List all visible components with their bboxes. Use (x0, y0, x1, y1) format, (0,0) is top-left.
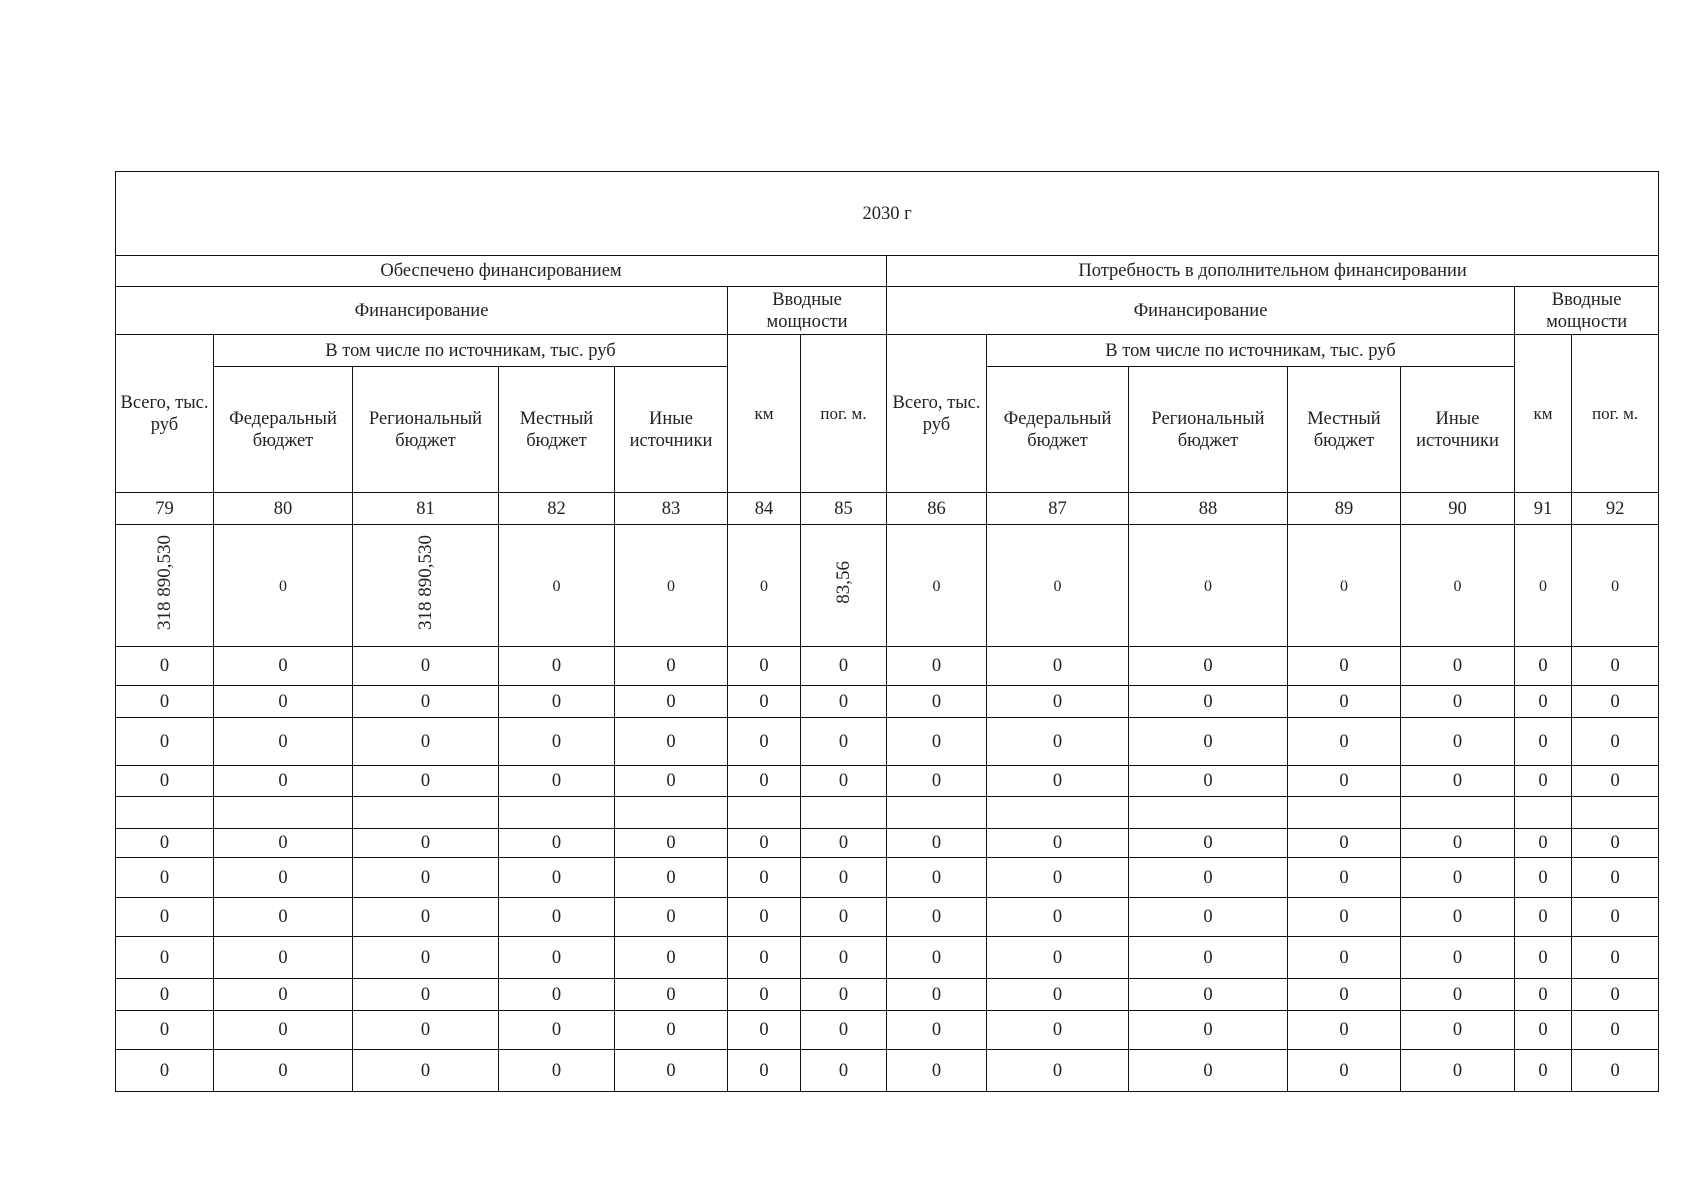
table-cell: 0 (987, 937, 1129, 979)
table-cell: 0 (499, 829, 615, 858)
table-cell: 0 (728, 525, 801, 647)
table-cell: 0 (1129, 1050, 1288, 1092)
table-cell: 0 (801, 1011, 887, 1050)
table-cell (499, 797, 615, 829)
total-column-header: Всего, тыс. руб (887, 335, 987, 493)
table-cell: 0 (801, 829, 887, 858)
table-cell (801, 525, 887, 647)
table-cell: 0 (987, 647, 1129, 686)
financing-header: Финансирование (887, 287, 1515, 335)
table-cell: 0 (116, 1050, 214, 1092)
column-number: 85 (801, 493, 887, 525)
table-cell: 0 (1572, 766, 1659, 797)
table-cell: 0 (1401, 937, 1515, 979)
table-cell: 0 (1401, 1050, 1515, 1092)
federal-column-header: Федеральный бюджет (987, 367, 1129, 493)
table-cell: 0 (615, 898, 728, 937)
table-cell: 0 (214, 1050, 353, 1092)
table-cell: 0 (1401, 1011, 1515, 1050)
table-cell: 0 (615, 858, 728, 898)
table-cell: 0 (887, 898, 987, 937)
table-cell: 0 (1288, 718, 1401, 766)
table-cell: 0 (1515, 858, 1572, 898)
column-number: 84 (728, 493, 801, 525)
table-cell: 0 (116, 686, 214, 718)
table-cell: 0 (214, 766, 353, 797)
financing-table (115, 171, 1659, 1092)
table-row (116, 1011, 1659, 1050)
table-cell: 0 (116, 718, 214, 766)
table-row (116, 718, 1659, 766)
table-cell: 0 (116, 858, 214, 898)
column-number: 89 (1288, 493, 1401, 525)
table-cell (1401, 797, 1515, 829)
table-cell: 0 (1129, 898, 1288, 937)
table-cell: 0 (615, 525, 728, 647)
table-cell: 0 (353, 766, 499, 797)
table-cell: 0 (801, 898, 887, 937)
table-cell: 0 (1401, 647, 1515, 686)
table-cell (116, 797, 214, 829)
table-cell: 0 (353, 937, 499, 979)
table-cell: 0 (987, 1050, 1129, 1092)
column-number: 90 (1401, 493, 1515, 525)
table-cell: 0 (987, 979, 1129, 1011)
table-cell: 0 (887, 647, 987, 686)
table-cell: 0 (1572, 858, 1659, 898)
table-cell: 0 (987, 525, 1129, 647)
table-cell: 0 (887, 718, 987, 766)
table-cell: 0 (615, 979, 728, 1011)
local-column-header: Местный бюджет (1288, 367, 1401, 493)
regional-column-header: Региональный бюджет (353, 367, 499, 493)
table-cell: 0 (801, 686, 887, 718)
table-cell: 0 (887, 1011, 987, 1050)
table-cell: 0 (887, 686, 987, 718)
table-cell: 0 (615, 1011, 728, 1050)
table-cell: 0 (353, 1011, 499, 1050)
table-cell: 0 (1288, 937, 1401, 979)
table-cell: 0 (214, 1011, 353, 1050)
table-cell: 0 (1572, 1011, 1659, 1050)
table-cell: 0 (499, 979, 615, 1011)
table-cell (728, 797, 801, 829)
table-cell: 0 (887, 979, 987, 1011)
table-cell: 0 (1288, 979, 1401, 1011)
table-cell: 0 (1515, 898, 1572, 937)
table-cell: 0 (801, 858, 887, 898)
table-cell: 0 (887, 858, 987, 898)
column-number: 88 (1129, 493, 1288, 525)
table-cell: 0 (615, 937, 728, 979)
table-cell: 0 (1129, 858, 1288, 898)
table-cell: 0 (353, 979, 499, 1011)
table-cell: 0 (887, 766, 987, 797)
table-cell: 0 (887, 937, 987, 979)
km-column-header: км (728, 335, 801, 493)
table-cell: 0 (987, 898, 1129, 937)
table-cell: 0 (615, 718, 728, 766)
table-cell: 0 (1515, 647, 1572, 686)
regional-value: 318 890,530 (414, 535, 436, 630)
table-row (116, 525, 1659, 647)
table-cell: 0 (1572, 937, 1659, 979)
table-cell: 0 (499, 937, 615, 979)
table-cell: 0 (1288, 898, 1401, 937)
table-cell: 0 (728, 718, 801, 766)
table-row (116, 647, 1659, 686)
table-cell: 0 (1288, 858, 1401, 898)
financing-header: Финансирование (116, 287, 728, 335)
table-cell: 0 (1515, 979, 1572, 1011)
table-cell (1572, 797, 1659, 829)
table-cell: 0 (1129, 647, 1288, 686)
table-cell: 0 (728, 979, 801, 1011)
table-cell: 0 (1129, 686, 1288, 718)
table-cell: 0 (1515, 937, 1572, 979)
table-cell: 0 (353, 718, 499, 766)
federal-column-header: Федеральный бюджет (214, 367, 353, 493)
table-cell: 0 (1572, 686, 1659, 718)
table-cell: 0 (728, 647, 801, 686)
table-cell: 0 (987, 829, 1129, 858)
table-cell: 0 (1401, 766, 1515, 797)
table-cell: 0 (987, 718, 1129, 766)
table-cell: 0 (499, 1050, 615, 1092)
capacity-header: Вводные мощности (728, 287, 887, 335)
table-cell: 0 (353, 898, 499, 937)
table-cell (1288, 797, 1401, 829)
table-cell: 0 (728, 858, 801, 898)
table-cell: 0 (887, 829, 987, 858)
table-cell: 0 (1401, 829, 1515, 858)
table-cell: 0 (214, 898, 353, 937)
table-cell: 0 (116, 979, 214, 1011)
table-row (116, 858, 1659, 898)
table-cell: 0 (1129, 829, 1288, 858)
table-cell: 0 (116, 829, 214, 858)
km-column-header: км (1515, 335, 1572, 493)
table-cell: 0 (353, 647, 499, 686)
table-cell (353, 525, 499, 647)
table-cell: 0 (728, 686, 801, 718)
table-cell: 0 (728, 898, 801, 937)
table-cell: 0 (116, 898, 214, 937)
column-number: 79 (116, 493, 214, 525)
table-cell: 0 (615, 686, 728, 718)
table-cell: 0 (1515, 686, 1572, 718)
table-cell: 0 (1288, 829, 1401, 858)
column-number: 80 (214, 493, 353, 525)
table-cell (987, 797, 1129, 829)
pog-m-column-header: пог. м. (801, 335, 887, 493)
table-cell: 0 (499, 647, 615, 686)
other-column-header: Иные источники (615, 367, 728, 493)
table-cell: 0 (214, 937, 353, 979)
sources-header: В том числе по источникам, тыс. руб (987, 335, 1515, 367)
table-row (116, 829, 1659, 858)
table-cell: 0 (214, 979, 353, 1011)
column-number: 86 (887, 493, 987, 525)
table-cell: 0 (801, 718, 887, 766)
table-cell: 0 (987, 686, 1129, 718)
other-column-header: Иные источники (1401, 367, 1515, 493)
table-cell: 0 (214, 686, 353, 718)
table-cell (1515, 797, 1572, 829)
table-cell: 0 (987, 1011, 1129, 1050)
table-cell: 0 (1515, 1011, 1572, 1050)
table-cell (116, 525, 214, 647)
table-cell: 0 (728, 1011, 801, 1050)
table-cell: 0 (499, 898, 615, 937)
column-number: 83 (615, 493, 728, 525)
table-cell: 0 (801, 647, 887, 686)
column-number: 81 (353, 493, 499, 525)
table-cell: 0 (1401, 898, 1515, 937)
table-cell: 0 (1515, 1050, 1572, 1092)
table-cell: 0 (887, 1050, 987, 1092)
table-cell: 0 (728, 1050, 801, 1092)
table-cell: 0 (1288, 1011, 1401, 1050)
table-row (116, 979, 1659, 1011)
table-cell: 0 (1572, 829, 1659, 858)
table-cell: 0 (499, 718, 615, 766)
table-cell (887, 797, 987, 829)
table-row (116, 797, 1659, 829)
table-cell: 0 (1129, 525, 1288, 647)
capacity-header: Вводные мощности (1515, 287, 1659, 335)
table-cell: 0 (1401, 686, 1515, 718)
table-cell: 0 (887, 525, 987, 647)
table-cell: 0 (1129, 1011, 1288, 1050)
table-cell: 0 (1129, 766, 1288, 797)
table-cell: 0 (499, 1011, 615, 1050)
table-cell (801, 797, 887, 829)
table-cell: 0 (353, 858, 499, 898)
table-row (116, 686, 1659, 718)
table-row (116, 937, 1659, 979)
table-cell: 0 (615, 829, 728, 858)
table-cell: 0 (728, 766, 801, 797)
table-cell: 0 (615, 766, 728, 797)
total-value: 318 890,530 (153, 535, 175, 630)
table-cell: 0 (1572, 898, 1659, 937)
table-cell: 0 (116, 647, 214, 686)
table-cell: 0 (214, 829, 353, 858)
table-cell: 0 (1288, 647, 1401, 686)
table-cell: 0 (1515, 718, 1572, 766)
table-cell: 0 (987, 858, 1129, 898)
table-cell (353, 797, 499, 829)
table-cell: 0 (1288, 525, 1401, 647)
table-cell: 0 (728, 829, 801, 858)
table-cell: 0 (1288, 686, 1401, 718)
table-cell: 0 (1129, 937, 1288, 979)
table-cell: 0 (801, 979, 887, 1011)
table-cell: 0 (1515, 766, 1572, 797)
table-cell: 0 (353, 829, 499, 858)
table-cell: 0 (1401, 525, 1515, 647)
table-cell: 0 (1401, 718, 1515, 766)
table-cell: 0 (214, 647, 353, 686)
table-cell: 0 (801, 766, 887, 797)
pog-m-value: 83,56 (832, 561, 854, 604)
table-row (116, 898, 1659, 937)
local-column-header: Местный бюджет (499, 367, 615, 493)
table-cell: 0 (499, 686, 615, 718)
table-cell: 0 (353, 1050, 499, 1092)
table-cell: 0 (615, 647, 728, 686)
table-cell: 0 (1129, 979, 1288, 1011)
table-cell: 0 (214, 858, 353, 898)
table-cell: 0 (499, 525, 615, 647)
table-cell: 0 (116, 1011, 214, 1050)
additional-funding-need-header: Потребность в дополнительном финансировании (887, 256, 1659, 287)
table-cell: 0 (1572, 647, 1659, 686)
table-cell: 0 (728, 937, 801, 979)
table-cell: 0 (499, 766, 615, 797)
table-cell: 0 (353, 686, 499, 718)
pog-m-column-header: пог. м. (1572, 335, 1659, 493)
table-cell: 0 (1572, 1050, 1659, 1092)
year-header: 2030 г (116, 172, 1659, 256)
column-number-row (116, 493, 1659, 525)
table-cell: 0 (1515, 829, 1572, 858)
secured-funding-header: Обеспечено финансированием (116, 256, 887, 287)
table-cell: 0 (1288, 766, 1401, 797)
table-cell: 0 (1572, 525, 1659, 647)
sources-header: В том числе по источникам, тыс. руб (214, 335, 728, 367)
table-cell: 0 (1515, 525, 1572, 647)
table-cell (615, 797, 728, 829)
table-cell: 0 (987, 766, 1129, 797)
regional-column-header: Региональный бюджет (1129, 367, 1288, 493)
table-cell: 0 (116, 937, 214, 979)
table-cell: 0 (499, 858, 615, 898)
table-row (116, 766, 1659, 797)
table-cell: 0 (1288, 1050, 1401, 1092)
table-cell: 0 (214, 718, 353, 766)
table-cell: 0 (1129, 718, 1288, 766)
table-cell: 0 (116, 766, 214, 797)
column-number: 92 (1572, 493, 1659, 525)
table-cell: 0 (801, 1050, 887, 1092)
table-cell: 0 (801, 937, 887, 979)
table-cell: 0 (214, 525, 353, 647)
table-cell: 0 (1572, 718, 1659, 766)
table-cell: 0 (1572, 979, 1659, 1011)
column-number: 91 (1515, 493, 1572, 525)
table-cell (1129, 797, 1288, 829)
column-number: 87 (987, 493, 1129, 525)
table-cell: 0 (615, 1050, 728, 1092)
column-number: 82 (499, 493, 615, 525)
table-cell: 0 (1401, 858, 1515, 898)
table-row (116, 1050, 1659, 1092)
table-cell: 0 (1401, 979, 1515, 1011)
total-column-header: Всего, тыс. руб (116, 335, 214, 493)
table-cell (214, 797, 353, 829)
